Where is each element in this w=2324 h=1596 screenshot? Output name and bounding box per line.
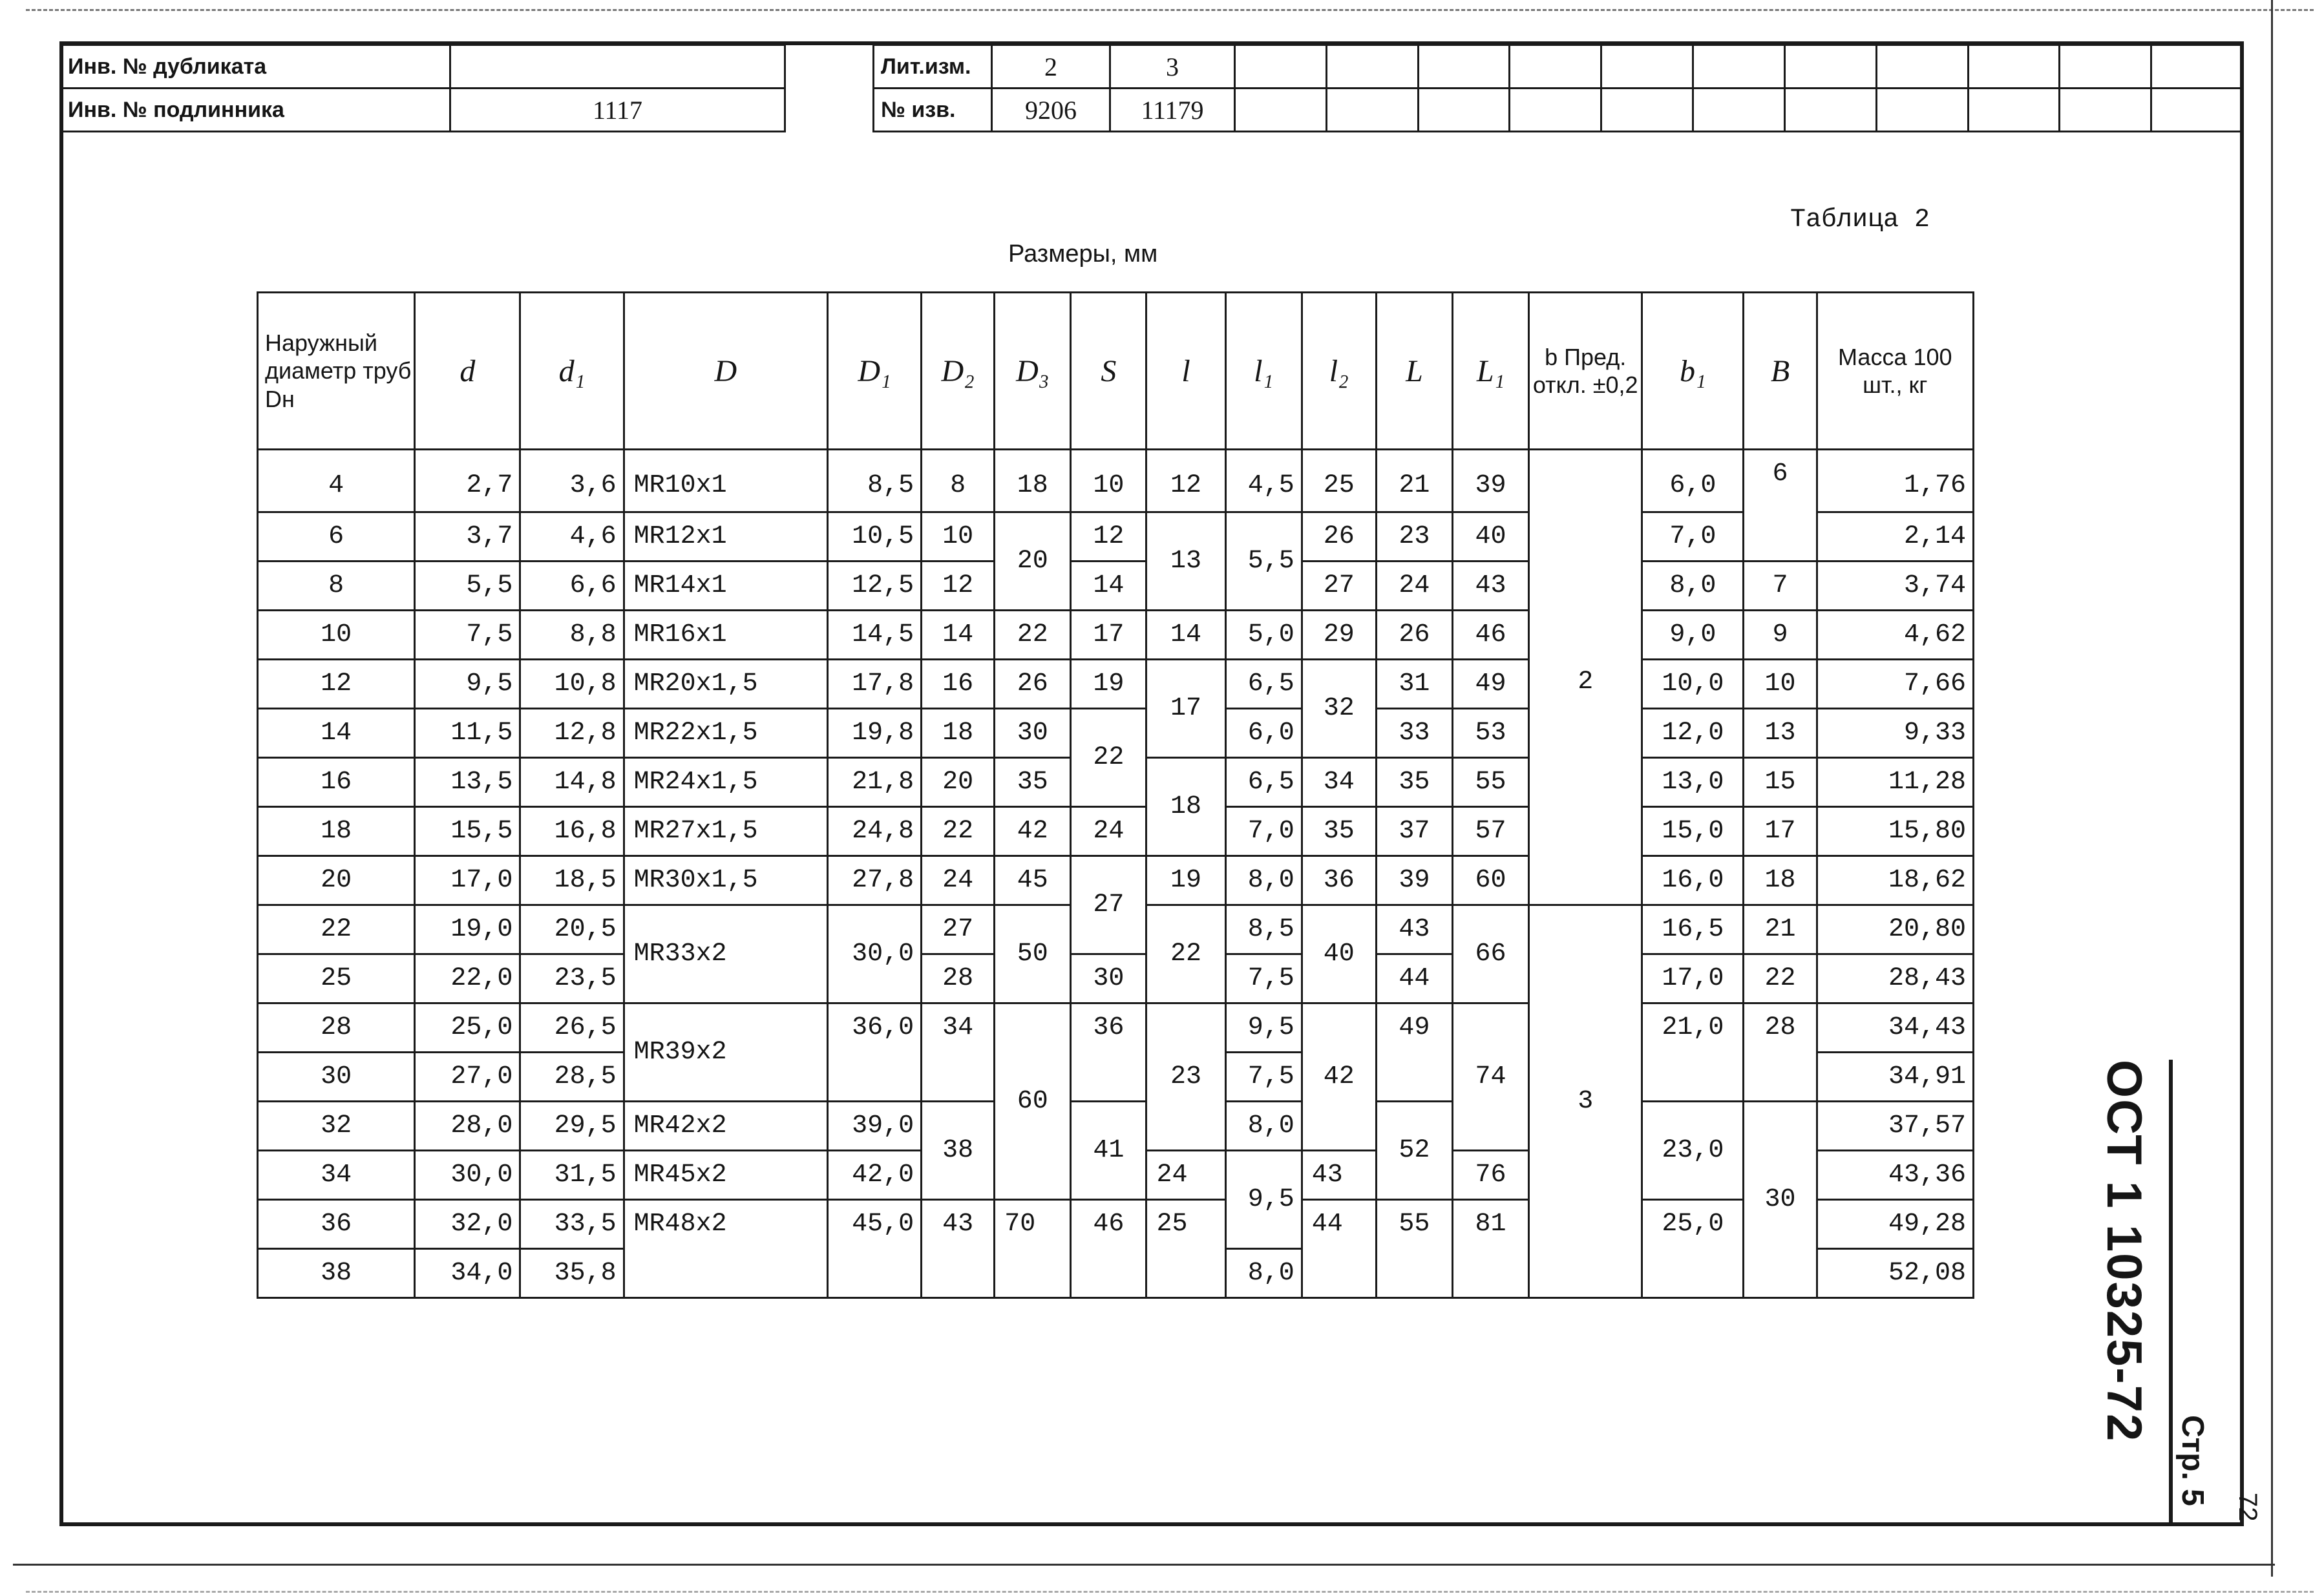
cell-l2: 34 [1302, 758, 1376, 807]
cell-l1: 8,5 [1225, 905, 1302, 954]
cell-L1: 81 [1452, 1200, 1528, 1298]
cell-L1: 53 [1452, 709, 1528, 758]
cell-L1: 46 [1452, 611, 1528, 660]
cell-d1: 14,8 [520, 758, 624, 807]
cell-d1: 33,5 [520, 1200, 624, 1249]
cell-d1: 35,8 [520, 1249, 624, 1298]
revision-letter-label: Лит.изм. [874, 45, 992, 89]
cell-d: 25,0 [415, 1003, 520, 1053]
cell-D: MR30x1,5 [624, 856, 827, 905]
cell-d: 15,5 [415, 807, 520, 856]
cell-l1: 5,5 [1225, 512, 1302, 611]
cell-L: 37 [1376, 807, 1452, 856]
cell-D2: 22 [922, 807, 995, 856]
cell-D3: 42 [995, 807, 1071, 856]
col-header-L1: L₁ [1452, 293, 1528, 450]
duplicate-inv-label: Инв. № дубликата [61, 45, 450, 89]
cell-d1: 4,6 [520, 512, 624, 562]
cell-l1: 8,0 [1225, 1249, 1302, 1298]
cell-dn: 16 [258, 758, 415, 807]
cell-S: 36 [1071, 1003, 1146, 1102]
cell-l1: 9,5 [1225, 1003, 1302, 1053]
cell-dn: 10 [258, 611, 415, 660]
cell-L: 24 [1376, 562, 1452, 611]
cell-B: 22 [1744, 954, 1817, 1003]
cell-L: 39 [1376, 856, 1452, 905]
cell-mass: 49,28 [1817, 1200, 1973, 1249]
cell-D: MR10x1 [624, 450, 827, 512]
cell-B: 6 [1744, 450, 1817, 562]
cell-D3: 18 [995, 450, 1071, 512]
notice-number-label: № изв. [874, 89, 992, 132]
cell-d1: 31,5 [520, 1151, 624, 1200]
cell-L: 23 [1376, 512, 1452, 562]
cell-L1: 66 [1452, 905, 1528, 1003]
cell-d: 9,5 [415, 660, 520, 709]
cell-L: 26 [1376, 611, 1452, 660]
cell-D: MR48x2 [624, 1200, 827, 1298]
cell-l1: 8,0 [1225, 1102, 1302, 1151]
cell-D2: 34 [922, 1003, 995, 1102]
cell-D3: 26 [995, 660, 1071, 709]
cell-d1: 8,8 [520, 611, 624, 660]
cell-B: 10 [1744, 660, 1817, 709]
cell-d: 34,0 [415, 1249, 520, 1298]
cell-b1: 10,0 [1642, 660, 1744, 709]
cell-L1: 43 [1452, 562, 1528, 611]
col-header-L: L [1376, 293, 1452, 450]
cell-dn: 20 [258, 856, 415, 905]
cell-mass: 9,33 [1817, 709, 1973, 758]
cell-B: 18 [1744, 856, 1817, 905]
cell-B: 17 [1744, 807, 1817, 856]
cell-D3: 60 [995, 1003, 1071, 1200]
cell-D3: 45 [995, 856, 1071, 905]
cell-l: 13 [1146, 512, 1225, 611]
cell-b1: 23,0 [1642, 1102, 1744, 1200]
cell-b: 2 [1529, 450, 1642, 905]
cell-L: 52 [1376, 1102, 1452, 1200]
right-border-line [2271, 0, 2273, 1577]
cell-d1: 26,5 [520, 1003, 624, 1053]
cell-l2: 42 [1302, 1003, 1376, 1151]
cell-d1: 28,5 [520, 1053, 624, 1102]
cell-l2: 40 [1302, 905, 1376, 1003]
sheet-number: 72 [2234, 1493, 2262, 1522]
cell-l2: 25 [1302, 450, 1376, 512]
cell-mass: 18,62 [1817, 856, 1973, 905]
table-caption: Таблица 2 [1790, 205, 1930, 235]
cell-l1: 5,0 [1225, 611, 1302, 660]
cell-L1: 60 [1452, 856, 1528, 905]
cell-D2: 28 [922, 954, 995, 1003]
revision-stamp [872, 44, 2244, 132]
cell-mass: 2,14 [1817, 512, 1973, 562]
notice-number-1: 9206 [992, 89, 1110, 132]
cell-dn: 12 [258, 660, 415, 709]
cell-D2: 43 [922, 1200, 995, 1298]
cell-L1: 39 [1452, 450, 1528, 512]
col-header-l1: l₁ [1225, 293, 1302, 450]
cell-d: 13,5 [415, 758, 520, 807]
cell-dn: 32 [258, 1102, 415, 1151]
cell-l1: 6,0 [1225, 709, 1302, 758]
cell-dn: 34 [258, 1151, 415, 1200]
cell-D3: 50 [995, 905, 1071, 1003]
cell-L1: 40 [1452, 512, 1528, 562]
cell-b1: 8,0 [1642, 562, 1744, 611]
cell-l: 24 [1146, 1151, 1225, 1200]
cell-D1: 42,0 [827, 1151, 921, 1200]
cell-L: 44 [1376, 954, 1452, 1003]
cell-d: 28,0 [415, 1102, 520, 1151]
table-row [258, 660, 1974, 709]
cell-D2: 27 [922, 905, 995, 954]
cell-mass: 34,91 [1817, 1053, 1973, 1102]
table-row [258, 1003, 1974, 1053]
table-row [258, 807, 1974, 856]
cell-D: MR16x1 [624, 611, 827, 660]
cell-mass: 11,28 [1817, 758, 1973, 807]
cell-dn: 36 [258, 1200, 415, 1249]
cell-l2: 36 [1302, 856, 1376, 905]
table-row [258, 512, 1974, 562]
cell-dn: 14 [258, 709, 415, 758]
col-header-dn: Наружный диаметр труб Dн [258, 293, 415, 450]
cell-l1: 7,5 [1225, 954, 1302, 1003]
cell-l1: 9,5 [1225, 1151, 1302, 1249]
cell-d1: 23,5 [520, 954, 624, 1003]
cell-L1: 49 [1452, 660, 1528, 709]
inventory-stamp [59, 44, 786, 132]
cell-D1: 24,8 [827, 807, 921, 856]
cell-mass: 20,80 [1817, 905, 1973, 954]
cell-D2: 20 [922, 758, 995, 807]
cell-B: 9 [1744, 611, 1817, 660]
cell-D1: 19,8 [827, 709, 921, 758]
cell-dn: 6 [258, 512, 415, 562]
table-row [258, 954, 1974, 1003]
cell-d1: 3,6 [520, 450, 624, 512]
cell-D: MR24x1,5 [624, 758, 827, 807]
cell-mass: 4,62 [1817, 611, 1973, 660]
cell-L: 43 [1376, 905, 1452, 954]
original-inv-value: 1117 [450, 89, 785, 132]
cell-D3: 22 [995, 611, 1071, 660]
cell-D1: 39,0 [827, 1102, 921, 1151]
cell-D3: 70 [995, 1200, 1071, 1298]
units-label: Размеры, мм [1008, 240, 1158, 268]
cell-D1: 14,5 [827, 611, 921, 660]
cell-D2: 38 [922, 1102, 995, 1200]
cell-D1: 36,0 [827, 1003, 921, 1102]
cell-D1: 45,0 [827, 1200, 921, 1298]
original-inv-label: Инв. № подлинника [61, 89, 450, 132]
cell-l1: 6,5 [1225, 660, 1302, 709]
col-header-D: D [624, 293, 827, 450]
cell-D: MR12x1 [624, 512, 827, 562]
cell-D2: 16 [922, 660, 995, 709]
cell-S: 27 [1071, 856, 1146, 954]
col-header-l: l [1146, 293, 1225, 450]
cell-S: 19 [1071, 660, 1146, 709]
cell-D: MR27x1,5 [624, 807, 827, 856]
table-row [258, 611, 1974, 660]
cell-b1: 7,0 [1642, 512, 1744, 562]
cell-D: MR45x2 [624, 1151, 827, 1200]
cell-mass: 52,08 [1817, 1249, 1973, 1298]
cell-D: MR22x1,5 [624, 709, 827, 758]
table-row [258, 562, 1974, 611]
page-number: Стр. 5 [2175, 1415, 2210, 1506]
standard-code: ОСТ 1 10325-72 [2097, 1060, 2151, 1443]
col-header-b1: b₁ [1642, 293, 1744, 450]
cell-d: 5,5 [415, 562, 520, 611]
cell-S: 24 [1071, 807, 1146, 856]
cell-D1: 10,5 [827, 512, 921, 562]
cell-D2: 8 [922, 450, 995, 512]
col-header-mass: Масса 100 шт., кг [1817, 293, 1973, 450]
cell-d1: 12,8 [520, 709, 624, 758]
duplicate-inv-value [450, 45, 785, 89]
col-header-D2: D₂ [922, 293, 995, 450]
cell-D1: 30,0 [827, 905, 921, 1003]
cell-b1: 16,5 [1642, 905, 1744, 954]
cell-d: 30,0 [415, 1151, 520, 1200]
cell-d: 3,7 [415, 512, 520, 562]
cell-l: 23 [1146, 1003, 1225, 1151]
cell-dn: 30 [258, 1053, 415, 1102]
revision-letter-1: 2 [992, 45, 1110, 89]
cell-S: 22 [1071, 709, 1146, 807]
cell-D: MR14x1 [624, 562, 827, 611]
cell-D3: 20 [995, 512, 1071, 611]
cell-l1: 7,5 [1225, 1053, 1302, 1102]
cell-mass: 37,57 [1817, 1102, 1973, 1151]
cell-L1: 74 [1452, 1003, 1528, 1151]
cell-D2: 18 [922, 709, 995, 758]
cell-L: 21 [1376, 450, 1452, 512]
cell-S: 17 [1071, 611, 1146, 660]
cell-S: 14 [1071, 562, 1146, 611]
cell-dn: 38 [258, 1249, 415, 1298]
cell-D: MR39x2 [624, 1003, 827, 1102]
cell-mass: 1,76 [1817, 450, 1973, 512]
col-header-d: d [415, 293, 520, 450]
cell-B: 21 [1744, 905, 1817, 954]
cell-L: 35 [1376, 758, 1452, 807]
cell-D: MR20x1,5 [624, 660, 827, 709]
cell-D1: 12,5 [827, 562, 921, 611]
cell-L: 33 [1376, 709, 1452, 758]
cell-L: 49 [1376, 1003, 1452, 1102]
cell-S: 41 [1071, 1102, 1146, 1200]
bottom-border-line [13, 1564, 2275, 1566]
cell-d: 19,0 [415, 905, 520, 954]
cell-b1: 6,0 [1642, 450, 1744, 512]
col-header-D3: D₃ [995, 293, 1071, 450]
cell-dn: 22 [258, 905, 415, 954]
cell-d1: 10,8 [520, 660, 624, 709]
cell-b1: 16,0 [1642, 856, 1744, 905]
cell-L1: 55 [1452, 758, 1528, 807]
bottom-dashed-line [26, 1591, 2314, 1593]
cell-D2: 14 [922, 611, 995, 660]
cell-mass: 34,43 [1817, 1003, 1973, 1053]
cell-L1: 76 [1452, 1151, 1528, 1200]
cell-dn: 28 [258, 1003, 415, 1053]
cell-dn: 4 [258, 450, 415, 512]
cell-D2: 12 [922, 562, 995, 611]
cell-l: 17 [1146, 660, 1225, 758]
dimensions-table [257, 291, 1974, 1299]
cell-b1: 12,0 [1642, 709, 1744, 758]
cell-l2: 44 [1302, 1200, 1376, 1298]
cell-l2: 32 [1302, 660, 1376, 758]
cell-l: 22 [1146, 905, 1225, 1003]
cell-l2: 29 [1302, 611, 1376, 660]
revision-letter-2: 3 [1110, 45, 1235, 89]
col-header-S: S [1071, 293, 1146, 450]
cell-b1: 21,0 [1642, 1003, 1744, 1102]
cell-D3: 35 [995, 758, 1071, 807]
cell-L: 31 [1376, 660, 1452, 709]
cell-l2: 27 [1302, 562, 1376, 611]
table-row [258, 1200, 1974, 1249]
cell-D1: 21,8 [827, 758, 921, 807]
cell-D2: 10 [922, 512, 995, 562]
cell-d: 11,5 [415, 709, 520, 758]
cell-b1: 25,0 [1642, 1200, 1744, 1298]
cell-b1: 17,0 [1642, 954, 1744, 1003]
col-header-l2: l₂ [1302, 293, 1376, 450]
cell-mass: 15,80 [1817, 807, 1973, 856]
cell-l1: 4,5 [1225, 450, 1302, 512]
cell-mass: 7,66 [1817, 660, 1973, 709]
cell-B: 28 [1744, 1003, 1817, 1102]
cell-S: 12 [1071, 512, 1146, 562]
cell-D: MR33x2 [624, 905, 827, 1003]
cell-l2: 43 [1302, 1151, 1376, 1200]
cell-B: 7 [1744, 562, 1817, 611]
cell-b: 3 [1529, 905, 1642, 1298]
cell-dn: 25 [258, 954, 415, 1003]
cell-l: 12 [1146, 450, 1225, 512]
cell-d1: 18,5 [520, 856, 624, 905]
cell-d1: 6,6 [520, 562, 624, 611]
cell-d: 17,0 [415, 856, 520, 905]
col-header-b: b Пред. откл. ±0,2 [1529, 293, 1642, 450]
cell-S: 10 [1071, 450, 1146, 512]
cell-D: MR42x2 [624, 1102, 827, 1151]
standard-code-underline [2169, 1060, 2173, 1525]
table-row [258, 450, 1974, 512]
cell-d1: 20,5 [520, 905, 624, 954]
cell-b1: 13,0 [1642, 758, 1744, 807]
col-header-d1: d₁ [520, 293, 624, 450]
cell-mass: 3,74 [1817, 562, 1973, 611]
cell-d1: 16,8 [520, 807, 624, 856]
cell-D1: 17,8 [827, 660, 921, 709]
cell-d: 22,0 [415, 954, 520, 1003]
cell-D1: 8,5 [827, 450, 921, 512]
cell-L1: 57 [1452, 807, 1528, 856]
cell-mass: 28,43 [1817, 954, 1973, 1003]
cell-D3: 30 [995, 709, 1071, 758]
cell-d: 7,5 [415, 611, 520, 660]
top-dashed-line [26, 9, 2314, 11]
cell-l: 14 [1146, 611, 1225, 660]
table-row [258, 1102, 1974, 1151]
cell-b1: 9,0 [1642, 611, 1744, 660]
table-row [258, 856, 1974, 905]
cell-B: 30 [1744, 1102, 1817, 1298]
cell-d: 27,0 [415, 1053, 520, 1102]
cell-mass: 43,36 [1817, 1151, 1973, 1200]
cell-B: 13 [1744, 709, 1817, 758]
cell-S: 30 [1071, 954, 1146, 1003]
col-header-B: B [1744, 293, 1817, 450]
cell-d1: 29,5 [520, 1102, 624, 1151]
cell-l2: 26 [1302, 512, 1376, 562]
cell-l1: 8,0 [1225, 856, 1302, 905]
table-row [258, 709, 1974, 758]
cell-b1: 15,0 [1642, 807, 1744, 856]
cell-l: 18 [1146, 758, 1225, 856]
cell-S: 46 [1071, 1200, 1146, 1298]
cell-l: 25 [1146, 1200, 1225, 1298]
cell-B: 15 [1744, 758, 1817, 807]
cell-d: 32,0 [415, 1200, 520, 1249]
cell-dn: 8 [258, 562, 415, 611]
cell-dn: 18 [258, 807, 415, 856]
cell-l2: 35 [1302, 807, 1376, 856]
cell-D1: 27,8 [827, 856, 921, 905]
cell-D2: 24 [922, 856, 995, 905]
cell-L: 55 [1376, 1200, 1452, 1298]
col-header-D1: D₁ [827, 293, 921, 450]
header-row [258, 293, 1974, 450]
cell-d: 2,7 [415, 450, 520, 512]
cell-l1: 6,5 [1225, 758, 1302, 807]
cell-l1: 7,0 [1225, 807, 1302, 856]
cell-l: 19 [1146, 856, 1225, 905]
notice-number-2: 11179 [1110, 89, 1235, 132]
